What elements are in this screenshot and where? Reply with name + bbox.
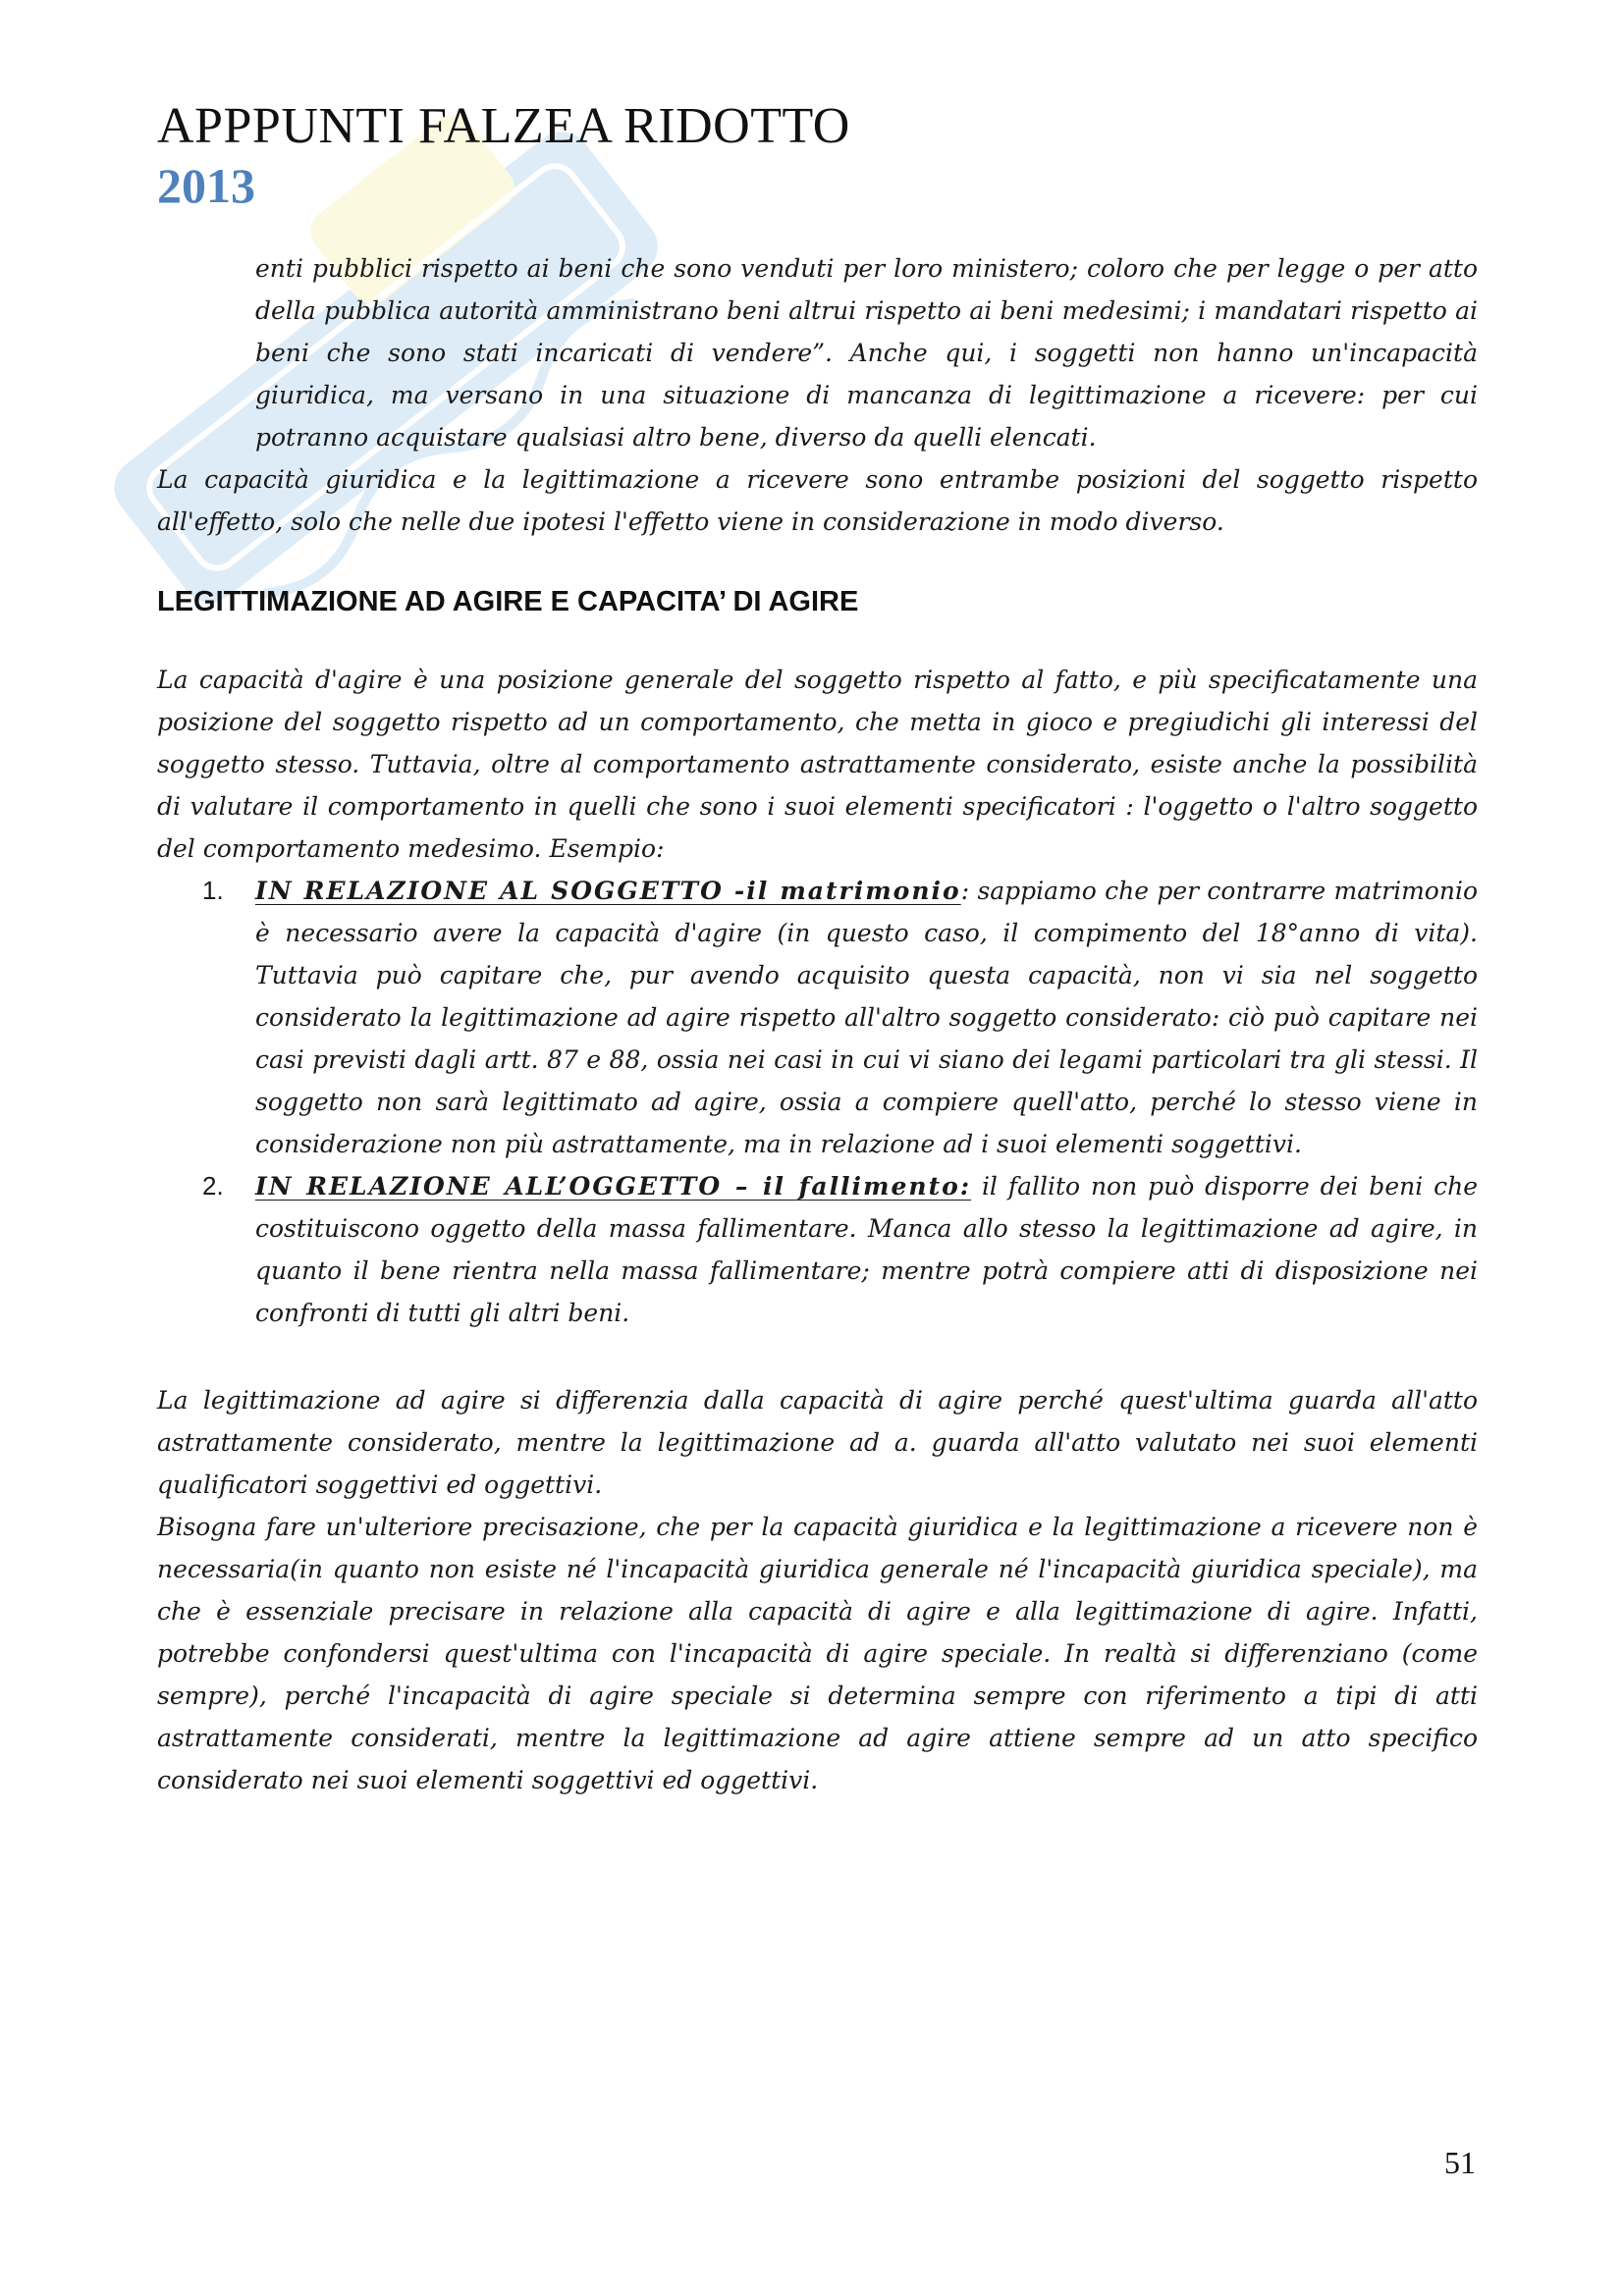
- list-item-number: 1.: [202, 876, 224, 905]
- paragraph-capacita-agire: La capacità d'agire è una posizione generale del soggetto rispetto al fatto, e più specificatamente una posizione del soggetto rispetto ad un comportamento, che metta in gioco e pregiudichi gli interessi del soggetto stesso. Tuttavia, oltre al comportamento astrattamente considerato, esiste anche la possibilità di valutare il comportamento in quelli che sono i suoi elementi specificatori : l'oggetto o l'altro soggetto del comportamento medesimo. Esempio:: [157, 666, 1478, 863]
- list-item-lead: IN RELAZIONE ALL’OGGETTO – il fallimento:: [255, 1172, 972, 1201]
- list-item-text: : sappiamo che per contrarre matrimonio è necessario avere la capacità d'agire (in questo caso, il compimento del 18°anno di vita). Tuttavia può capitare che, pur avendo acquisito questa capacità, non vi sia nel soggetto considerato la legittimazione ad agire rispetto all'altro soggetto considerato: ciò può capitare nei casi previsti dagli artt. 87 e 88, ossia nei casi in cui vi siano dei legami particolari tra gli stessi. Il soggetto non sarà legittimato ad agire, ossia a compiere quell'atto, perché lo stesso viene in considerazione non più astrattamente, ma in relazione ad i suoi elementi soggettivi.: [255, 877, 1478, 1158]
- document-header-title: APPPUNTI FALZEA RIDOTTO: [157, 98, 850, 154]
- examples-list: [157, 870, 1478, 1334]
- paragraph-legittimazione: La legittimazione ad agire si differenzia dalla capacità di agire perché quest'ultima guarda all'atto astrattamente considerato, mentre la legittimazione ad a. guarda all'atto valutato nei suoi elementi qualificatori soggettivi ed oggettivi.: [157, 1386, 1478, 1499]
- spacer: [157, 1334, 1478, 1379]
- list-item: [157, 870, 1478, 1165]
- page-content: [157, 247, 1478, 1801]
- list-item-number: 2.: [202, 1171, 224, 1201]
- document-header-year: 2013: [157, 158, 255, 213]
- paragraph-continued: enti pubblici rispetto ai beni che sono venduti per loro ministero; coloro che per legge o per atto della pubblica autorità amministrano beni altrui rispetto ai beni medesimi; i mandatari rispetto ai beni che sono stati incaricati di vendere”. Anche qui, i soggetti non hanno un'incapacità giuridica, ma versano in una situazione di mancanza di legittimazione a ricevere: per cui potranno acquistare qualsiasi altro bene, diverso da quelli elencati.: [255, 254, 1478, 452]
- list-item: [157, 1165, 1478, 1334]
- list-item-lead: IN RELAZIONE AL SOGGETTO -il matrimonio: [255, 877, 961, 905]
- section-heading: LEGITTIMAZIONE AD AGIRE E CAPACITA’ DI AGIRE: [157, 586, 859, 617]
- paragraph-capacita-giuridica: La capacità giuridica e la legittimazione a ricevere sono entrambe posizioni del soggetto rispetto all'effetto, solo che nelle due ipotesi l'effetto viene in considerazione in modo diverso.: [157, 465, 1478, 536]
- paragraph-precisazione: Bisogna fare un'ulteriore precisazione, che per la capacità giuridica e la legittimazione a ricevere non è necessaria(in quanto non esiste né l'incapacità giuridica generale né l'incapacità giuridica speciale), ma che è essenziale precisare in relazione alla capacità di agire e alla legittimazione di agire. Infatti, potrebbe confondersi quest'ultima con l'incapacità di agire speciale. In realtà si differenziano (come sempre), perché l'incapacità di agire speciale si determina sempre con riferimento a tipi di atti astrattamente considerati, mentre la legittimazione ad agire attiene sempre ad un atto specifico considerato nei suoi elementi soggettivi ed oggettivi.: [157, 1513, 1478, 1794]
- list-item-text: il fallito non può disporre dei beni che costituiscono oggetto della massa fallimentare. Manca allo stesso la legittimazione ad agire, in quanto il bene rientra nella massa fallimentare; mentre potrà compiere atti di disposizione nei confronti di tutti gli altri beni.: [255, 1172, 1478, 1327]
- page-number: 51: [1444, 2145, 1476, 2180]
